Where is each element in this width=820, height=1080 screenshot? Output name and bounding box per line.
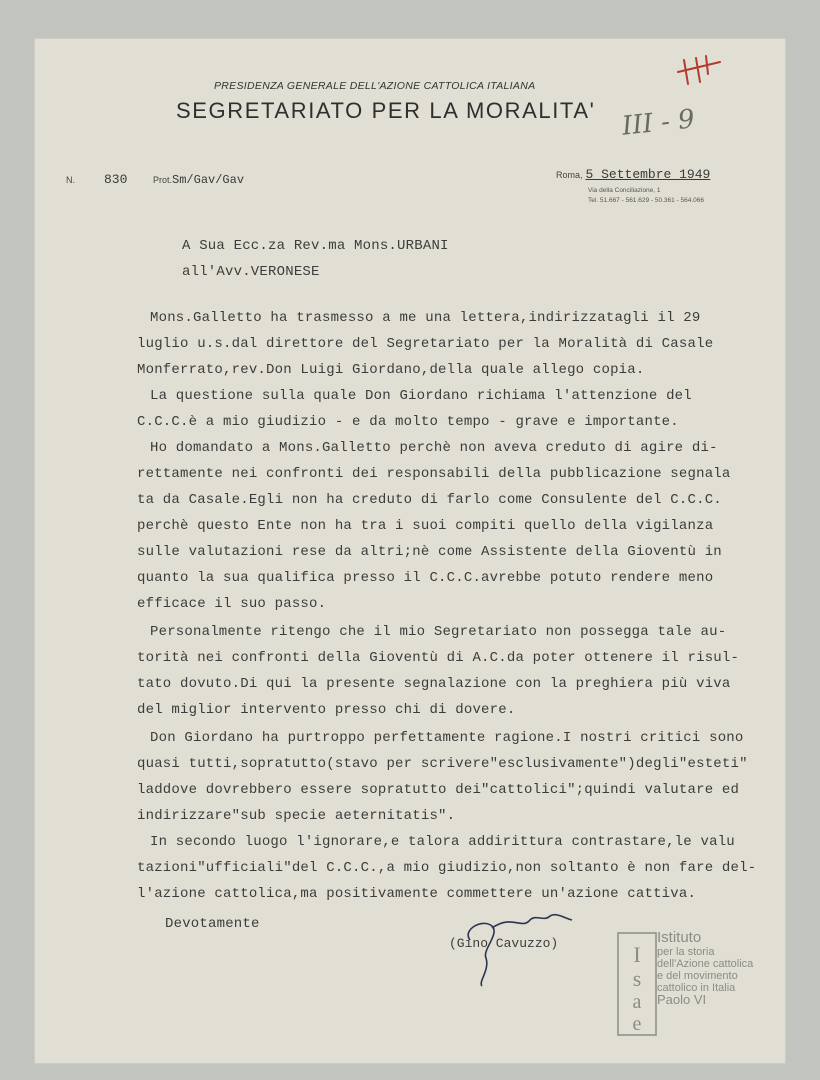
archive-logo-text: Istituto per la storia dell'Azione cattolica e del movimento cattolico in Italia Paolo VI <box>657 929 754 1007</box>
closing: Devotamente <box>165 916 260 932</box>
body-line: Don Giordano ha purtroppo perfettamente ragione.I nostri critici sono <box>150 730 744 746</box>
body-line: C.C.C.è a mio giudizio - e da molto tempo - grave e importante. <box>137 414 679 430</box>
svg-text:I: I <box>633 942 641 967</box>
body-line: indirizzare"sub specie aeternitatis". <box>137 808 456 824</box>
svg-text:a: a <box>632 991 642 1013</box>
letter-date: Roma, 5 Settembre 1949 <box>556 167 711 182</box>
body-line: Personalmente ritengo che il mio Segretariato non possegga tale au- <box>150 624 727 640</box>
body-line: Ho domandato a Mons.Galletto perchè non aveva creduto di agire di- <box>150 440 718 456</box>
protocol-number: 830 <box>104 172 128 187</box>
recipient-line: A Sua Ecc.za Rev.ma Mons.URBANI <box>182 238 449 254</box>
protocol-ref: Prot.Sm/Gav/Gav <box>153 173 245 187</box>
body-line: In secondo luogo l'ignorare,e talora addirittura contrastare,le valu <box>150 834 735 850</box>
signature-name: (Gino Cavuzzo) <box>449 936 559 951</box>
red-pencil-mark <box>674 52 722 88</box>
body-line: perchè questo Ente non ha tra i suoi compiti quello della vigilanza <box>137 518 714 534</box>
protocol-n-label: N. <box>66 175 75 185</box>
body-line: tato dovuto.Di qui la presente segnalazione con la preghiera più viva <box>137 676 731 692</box>
body-line: ta da Casale.Egli non ha creduto di farlo come Consulente del C.C.C. <box>137 492 722 508</box>
body-line: sulle valutazioni rese da altri;nè come Assistente della Gioventù in <box>137 544 722 560</box>
body-line: La questione sulla quale Don Giordano richiama l'attenzione del <box>150 388 692 404</box>
isacem-monogram <box>617 932 657 1036</box>
body-line: tazioni"ufficiali"del C.C.C.,a mio giudizio,non soltanto è non fare del- <box>137 860 757 876</box>
body-line: efficace il suo passo. <box>137 596 327 612</box>
body-line: quanto la sua qualifica presso il C.C.C.avrebbe potuto rendere meno <box>137 570 714 586</box>
letterhead-office: SEGRETARIATO PER LA MORALITA' <box>176 98 596 123</box>
body-line: luglio u.s.dal direttore del Segretariato per la Moralità di Casale <box>137 336 714 352</box>
body-line: rettamente nei confronti dei responsabili della pubblicazione segnala <box>137 466 731 482</box>
body-line: l'azione cattolica,ma positivamente commettere un'azione cattiva. <box>137 886 697 902</box>
recipient-line: all'Avv.VERONESE <box>182 264 320 280</box>
svg-text:s: s <box>632 966 642 991</box>
body-line: quasi tutti,sopratutto(stavo per scrivere"esclusivamente")degli"esteti" <box>137 756 748 772</box>
archive-logo <box>617 930 767 1040</box>
body-line: laddove dovrebbero essere sopratutto dei"cattolici";quindi valutare ed <box>137 782 740 798</box>
body-line: Monferrato,rev.Don Luigi Giordano,della quale allego copia. <box>137 362 645 378</box>
body-line: Mons.Galletto ha trasmesso a me una lettera,indirizzatagli il 29 <box>150 310 701 326</box>
letterhead-organization: PRESIDENZA GENERALE DELL'AZIONE CATTOLICA ITALIANA <box>214 80 536 92</box>
body-line: torità nei confronti della Gioventù di A.C.da poter ottenere il risul- <box>137 650 740 666</box>
body-line: del miglior intervento presso chi di dovere. <box>137 702 516 718</box>
letterhead-address: Via della Conciliazione, 1 Tel. 51.667 - 561.629 - 50.361 - 564.066 <box>588 187 705 204</box>
svg-text:e: e <box>632 1013 642 1035</box>
archive-ref-handwritten: III - 9 <box>620 104 697 142</box>
